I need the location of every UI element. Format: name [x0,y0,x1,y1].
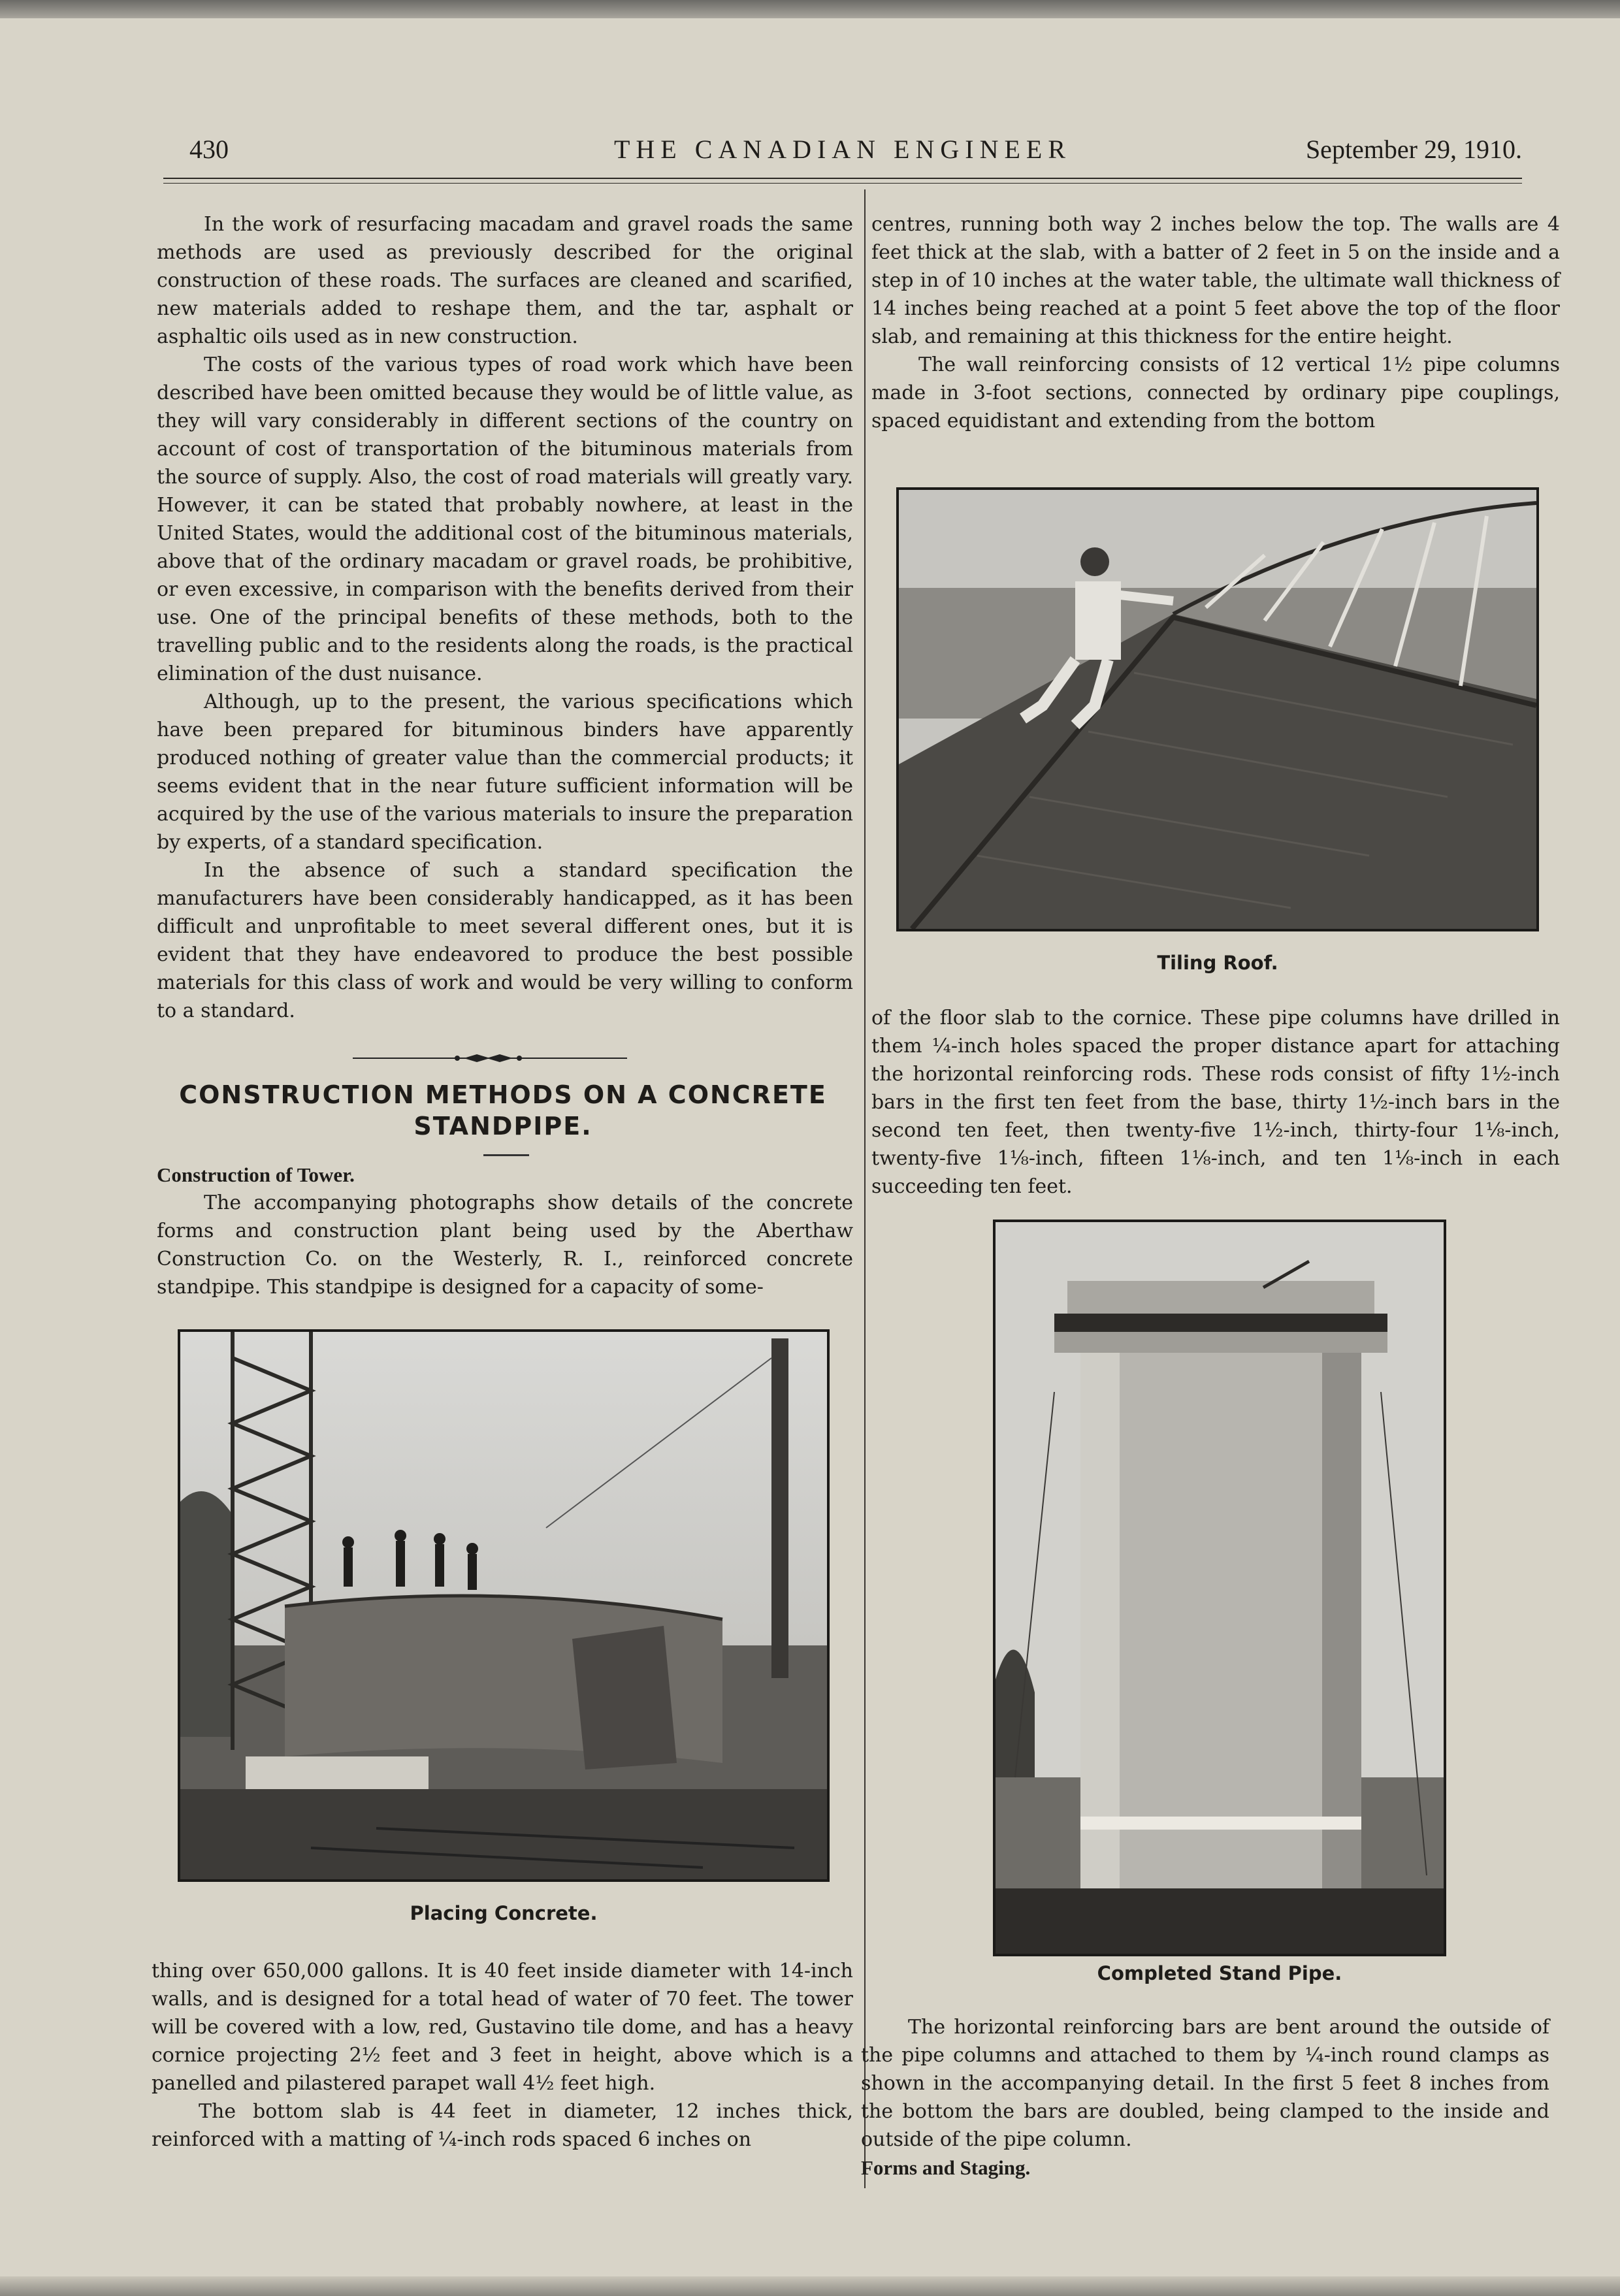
page-number: 430 [189,135,229,164]
article-title: CONSTRUCTION METHODS ON A CONCRETE STANDPIPE. [179,1080,827,1140]
paragraph: The horizontal reinforcing bars are bent around the outside of the pipe columns and attached to them by ¼-inch round clamps as shown in the accompanying detail. In the first 5 feet 8 inches from the bottom the bars are doubled, being clamped to the inside and outside of the pipe column. [861,2016,1549,2151]
photo-placing-concrete [178,1329,830,1882]
header-rule [163,178,1522,179]
paragraph: In the work of resurfacing macadam and gravel roads the same methods are used as previously described for the original construction of these roads. The surfaces are cleaned and scarified, new materials added to reshape them, and the tar, asphalt or asphaltic oils used as in new construction. [157,213,853,348]
left-column-text [157,210,853,1025]
article-continued [152,1957,853,2154]
photo-completed-stand-pipe [993,1220,1446,1956]
section-heading: Construction of Tower. [157,1163,355,1186]
paragraph: of the floor slab to the cornice. These pipe columns have drilled in them ¼-inch holes spaced the proper distance apart for attaching the horizontal reinforcing rods. These rods consist of fifty 1½-inch bars in the first ten feet from the base, thirty 1½-inch bars in the second ten feet, then twenty-five 1½-inch, thirty-four 1⅛-inch, twenty-five 1⅛-inch, fifteen 1⅛-inch, and ten 1⅛-inch in each succeeding ten feet. [871,1007,1560,1198]
paragraph: The accompanying photographs show details of the concrete forms and construction plant being used by the Aberthaw Construction Co. on the Westerly, R. I., reinforced concrete standpipe. This standpipe is designed for a capacity of some- [157,1191,853,1299]
section-heading: Forms and Staging. [861,2156,1031,2179]
paragraph: The bottom slab is 44 feet in diameter, 12 inches thick, reinforced with a matting of ¼-inch rods spaced 6 inches on [152,2100,853,2151]
header-rule-thin [163,183,1522,184]
photo-caption-placing-concrete: Placing Concrete. [410,1902,598,1924]
right-column-bottom [861,2013,1549,2182]
article-intro [157,1161,853,1301]
page-bottom-edge [0,2276,1620,2296]
paragraph: thing over 650,000 gallons. It is 40 feet inside diameter with 14-inch walls, and is designed for a total head of water of 70 feet. The tower will be covered with a low, red, Gustavino tile dome, and has a heavy cornice projecting 2½ feet and 3 feet in height, above which is a panelled and pilastered parapet wall 4½ feet high. [152,1960,853,2095]
title-underline [483,1154,529,1156]
paragraph: In the absence of such a standard specification the manufacturers have been considerably handicapped, as it has been difficult and unprofitable to meet several different ones, but it is evident that they have endeavored to produce the best possible materials for this class of work and would be very willing to conform to a standard. [157,859,853,1022]
paragraph: The wall reinforcing consists of 12 vertical 1½ pipe columns made in 3-foot sections, connected by ordinary pipe couplings, spaced equidistant and extending from the bottom [871,353,1560,432]
issue-date: September 29, 1910. [1305,135,1522,164]
photo-caption-tiling-roof: Tiling Roof. [1157,952,1278,974]
section-ornament [353,1053,627,1063]
column-divider [864,189,866,2188]
running-header [163,134,1522,173]
paragraph: Although, up to the present, the various specifications which have been prepared for bituminous binders have apparently produced nothing of greater value than the commercial products; it seems evident that in the near future sufficient information will be acquired by the use of the various materials to insure the preparation by experts, of a standard specification. [157,690,853,854]
journal-title: THE CANADIAN ENGINEER [613,135,1072,164]
photo-caption-completed-stand-pipe: Completed Stand Pipe. [1097,1962,1342,1984]
photo-tiling-roof [896,487,1539,931]
paragraph: The costs of the various types of road work which have been described have been omitted because they would be of little value, as they will vary considerably in different sections of the country on account of cost of transportation of the bituminous materials from the source of supply. Also, the cost of road materials will greatly vary. However, it can be stated that probably nowhere, at least in the United States, would the additional cost of the bituminous materials, above that of the ordinary macadam or gravel roads, be prohibitive, or even excessive, in comparison with the benefits derived from their use. One of the principal benefits of these methods, both to the travelling public and to the residents along the roads, is the practical elimination of the dust nuisance. [157,353,853,685]
right-column-top [871,210,1560,435]
paragraph: centres, running both way 2 inches below the top. The walls are 4 feet thick at the slab, with a batter of 2 feet in 5 on the inside and a step in of 10 inches at the water table, the ultimate wall thickness of 14 inches being reached at a point 5 feet above the top of the floor slab, and remaining at this thickness for the entire height. [871,213,1560,348]
right-column-middle [871,1004,1560,1201]
page-top-edge [0,0,1620,18]
